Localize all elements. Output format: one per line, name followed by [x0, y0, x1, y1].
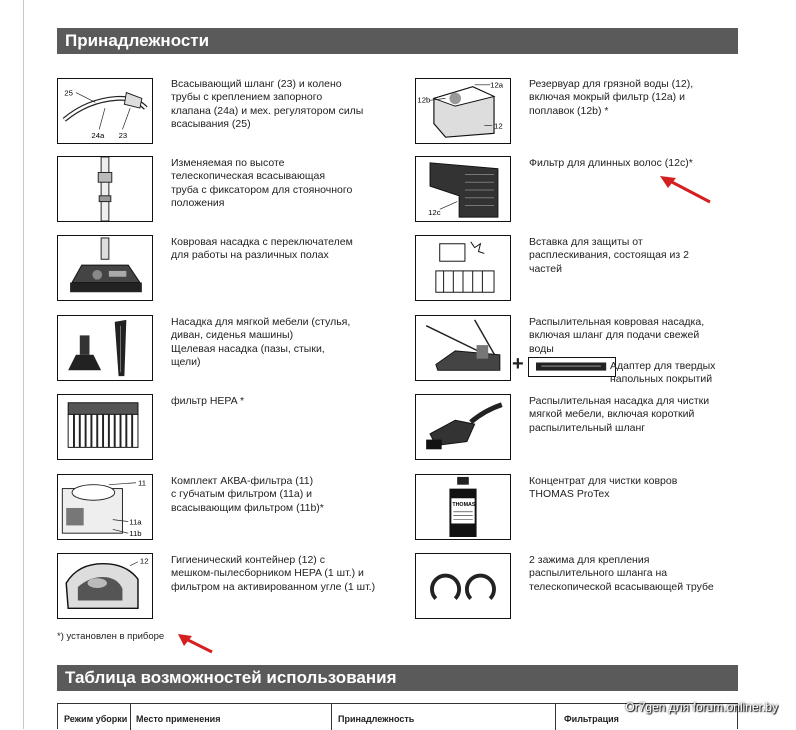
- hard-floor-adapter-image: [528, 357, 616, 377]
- spray-carpet-nozzle-image: [415, 315, 511, 381]
- hygienic-container-image: [57, 553, 153, 619]
- hepa-filter-image: [57, 394, 153, 460]
- carpet-nozzle-image: [57, 235, 153, 301]
- long-hair-filter-image: [415, 156, 511, 222]
- upholstery-nozzle-desc: Насадка для мягкой мебели (стулья, диван, сиденья машины) Щелевая насадка (пазы, стыки, щели): [171, 316, 351, 368]
- label-11: 11: [137, 478, 147, 488]
- label-11a: 11a: [129, 517, 142, 527]
- aqua-filter-image: [57, 474, 153, 540]
- telescopic-tube-image: [57, 156, 153, 222]
- label-23: 23: [118, 131, 128, 141]
- footnote: *) установлен в приборе: [57, 631, 165, 642]
- long-hair-filter-desc: Фильтр для длинных волос (12c)*: [529, 157, 693, 169]
- hepa-filter-desc: фильтр HEPA *: [171, 395, 245, 407]
- label-12c: 12c: [428, 208, 441, 218]
- table-header-mode: Режим уборки: [64, 714, 128, 724]
- upholstery-spray-nozzle-image: [415, 394, 511, 460]
- protex-desc: Концентрат для чистки ковров THOMAS ProTex: [529, 475, 678, 501]
- table-divider: [555, 704, 556, 730]
- dirty-water-tank-desc: Резервуар для грязной воды (12), включая мокрый фильтр (12a) и поплавок (12b) *: [529, 78, 694, 117]
- upholstery-spray-nozzle-desc: Распылительная насадка для чистки мягкой мебели, включая короткий распылительный шланг: [529, 395, 710, 434]
- label-12-tank: 12: [494, 121, 503, 131]
- clips-desc: 2 зажима для крепления распылительного шланга на телескопической всасывающей трубе: [529, 554, 714, 593]
- table-header-accessory: Принадлежность: [338, 714, 415, 724]
- dirty-water-tank-image: [415, 78, 511, 144]
- label-12b: 12b: [417, 95, 431, 105]
- label-24a: 24a: [91, 131, 105, 141]
- splash-guard-desc: Вставка для защиты от расплескивания, состоящая из 2 частей: [529, 236, 689, 275]
- watermark: Or7gen для forum.onliner.by: [625, 700, 778, 714]
- label-12: 12: [139, 556, 149, 566]
- red-arrow-icon-2: [176, 632, 216, 656]
- aqua-filter-desc: Комплект АКВА-фильтра (11) с губчатым фильтром (11a) и всасывающим фильтром (11b)*: [171, 475, 324, 514]
- plus-sign: +: [512, 353, 524, 375]
- clips-image: [415, 553, 511, 619]
- table-divider: [331, 704, 332, 730]
- carpet-nozzle-desc: Ковровая насадка с переключателем для работы на различных полах: [171, 236, 353, 262]
- table-header-filtration: Фильтрация: [564, 714, 619, 724]
- suction-hose-image: [57, 78, 153, 144]
- table-header-place: Место применения: [136, 714, 221, 724]
- label-12a: 12a: [490, 80, 504, 90]
- label-25: 25: [64, 88, 73, 98]
- red-arrow-icon: [658, 172, 714, 206]
- bottle-label: THOMAS: [452, 502, 476, 509]
- label-11b: 11b: [129, 529, 142, 539]
- upholstery-nozzle-image: [57, 315, 153, 381]
- protex-bottle-image: [415, 474, 511, 540]
- telescopic-tube-desc: Изменяемая по высоте телескопическая всасывающая труба с фиксатором для стояночного положения: [171, 157, 353, 209]
- hygienic-container-desc: Гигиенический контейнер (12) с мешком-пылесборником HEPA (1 шт.) и фильтром на активированном угле (1 шт.): [171, 554, 376, 593]
- hard-floor-adapter-desc: Адаптер для твердых напольных покрытий: [610, 360, 716, 386]
- suction-hose-desc: Всасывающий шланг (23) и колено трубы с креплением запорного клапана (24a) и мех. регулятором силы всасывания (25): [171, 78, 364, 130]
- usage-table-header: Таблица возможностей использования: [57, 665, 738, 691]
- splash-guard-image: [415, 235, 511, 301]
- table-divider: [130, 704, 131, 730]
- accessories-header: Принадлежности: [57, 28, 738, 54]
- page-edge-line: [23, 0, 24, 729]
- spray-carpet-nozzle-desc: Распылительная ковровая насадка, включая шланг для подачи свежей воды: [529, 316, 705, 355]
